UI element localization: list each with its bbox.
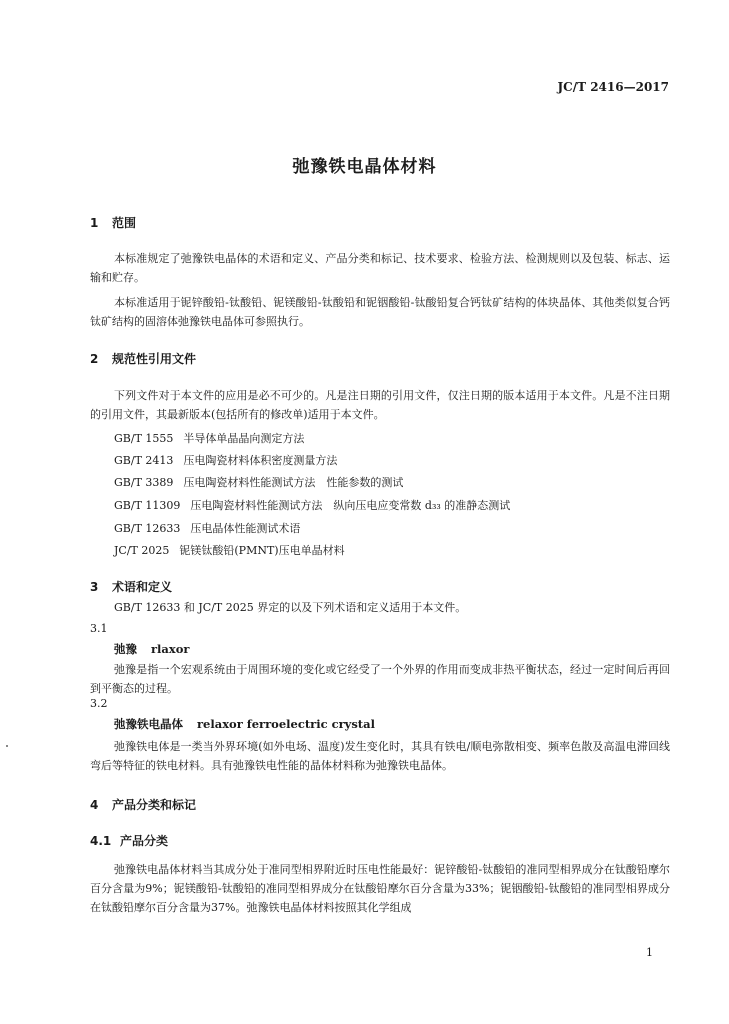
reference-code: GB/T 2413 [114, 454, 174, 467]
reference-code: JC/T 2025 [114, 544, 170, 557]
section-3-paragraph-1: GB/T 12633 和 JC/T 2025 界定的以及下列术语和定义适用于本文件。 [114, 601, 467, 614]
section-title: 术语和定义 [112, 580, 173, 594]
section-number: 1 [90, 216, 99, 230]
reference-code: GB/T 11309 [114, 499, 181, 512]
document-title: 弛豫铁电晶体材料 [292, 157, 437, 177]
section-title: 规范性引用文件 [112, 352, 197, 366]
section-2-paragraph-1: 下列文件对于本文件的应用是必不可少的。凡是注日期的引用文件，仅注日期的版本适用于本文件。凡是不注日期的引用文件，其最新版本(包括所有的修改单)适用于本文件。 [90, 389, 670, 421]
page-number: 1 [646, 946, 653, 959]
reference-item [114, 474, 403, 490]
subsection-4-1-paragraph: 弛豫铁电晶体材料当其成分处于准同型相界附近时压电性能最好：铌锌酸铅-钛酸铅的准同型相界成分在钛酸铅摩尔百分含量为9%；铌镁酸铅-钛酸铅的准同型相界成分在钛酸铅摩尔百分含量为33%；铌铟酸铅-钛酸铅的准同型相界成分在钛酸铅摩尔百分含量为37%。弛豫铁电晶体材料按照其化学组成 [90, 863, 670, 914]
reference-title: 半导体单晶晶向测定方法 [183, 432, 305, 445]
reference-code: GB/T 1555 [114, 432, 174, 445]
term-definition: 弛豫是指一个宏观系统由于周围环境的变化或它经受了一个外界的作用而变成非热平衡状态，经过一定时间后再回到平衡态的过程。 [90, 663, 670, 695]
section-number: 4 [90, 798, 99, 812]
section-3-heading [90, 578, 172, 595]
reference-item [114, 452, 337, 468]
subsection-number: 4.1 [90, 834, 112, 848]
section-2-heading [90, 350, 196, 367]
reference-title: 压电陶瓷材料体积密度测量方法 [183, 454, 338, 467]
term-number: 3.2 [90, 697, 108, 710]
term-chinese: 弛豫 [114, 642, 137, 656]
section-title: 范围 [112, 216, 137, 230]
section-4-heading [90, 796, 196, 813]
standard-code: JC/T 2416—2017 [557, 80, 669, 94]
reference-item [114, 430, 304, 446]
reference-item [114, 520, 300, 536]
reference-item [114, 542, 345, 558]
section-title: 产品分类和标记 [112, 798, 197, 812]
section-1-paragraph-1: 本标准规定了弛豫铁电晶体的术语和定义、产品分类和标记、技术要求、检验方法、检测规则以及包装、标志、运输和贮存。 [90, 252, 670, 284]
reference-title: 压电陶瓷材料性能测试方法 纵向压电应变常数 d₃₃ 的准静态测试 [190, 499, 511, 512]
reference-code: GB/T 12633 [114, 522, 181, 535]
term-english: relaxor ferroelectric crystal [197, 717, 375, 731]
subsection-4-1-heading [90, 832, 168, 849]
term-heading [114, 641, 189, 657]
reference-title: 压电陶瓷材料性能测试方法 性能参数的测试 [183, 476, 404, 489]
term-number: 3.1 [90, 622, 108, 635]
term-english: rlaxor [151, 642, 190, 656]
scan-artifact [6, 745, 8, 747]
term-chinese: 弛豫铁电晶体 [114, 717, 183, 731]
section-1-paragraph-2: 本标准适用于铌锌酸铅-钛酸铅、铌镁酸铅-钛酸铅和铌铟酸铅-钛酸铅复合钙钛矿结构的体块晶体、其他类似复合钙钛矿结构的固溶体弛豫铁电晶体可参照执行。 [90, 296, 670, 328]
term-heading [114, 716, 375, 732]
section-number: 2 [90, 352, 99, 366]
section-number: 3 [90, 580, 99, 594]
reference-title: 铌镁钛酸铅(PMNT)压电单晶材料 [179, 544, 345, 557]
reference-item [114, 497, 510, 513]
reference-code: GB/T 3389 [114, 476, 174, 489]
reference-title: 压电晶体性能测试术语 [190, 522, 301, 535]
subsection-title: 产品分类 [120, 834, 169, 848]
term-definition: 弛豫铁电体是一类当外界环境(如外电场、温度)发生变化时，其具有铁电/顺电弥散相变、频率色散及高温电滞回线弯后等特征的铁电材料。具有弛豫铁电性能的晶体材料称为弛豫铁电晶体。 [90, 740, 670, 772]
section-1-heading [90, 214, 136, 231]
